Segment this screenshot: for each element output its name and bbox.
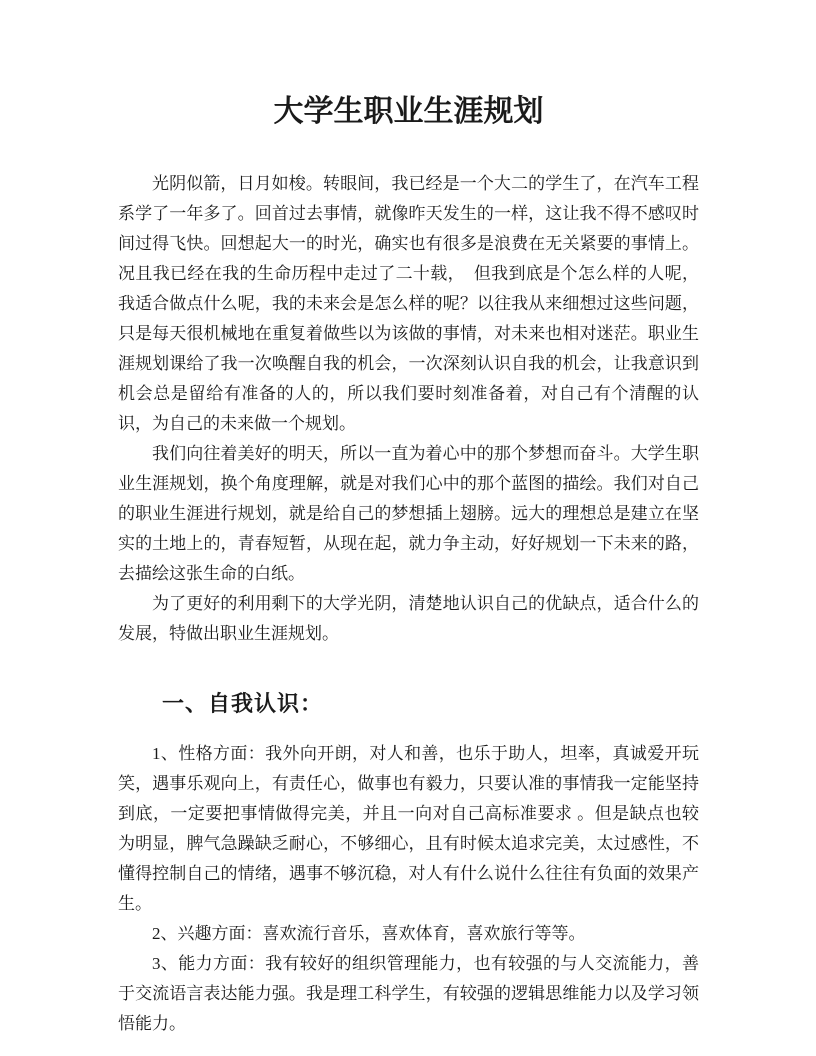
document-title: 大学生职业生涯规划 <box>273 95 544 128</box>
intro-paragraph-3: 为了更好的利用剩下的大学光阴，清楚地认识自己的优缺点，适合什么的发展，特做出职业生涯规划。 <box>118 594 699 643</box>
list-item-personality: 1、性格方面：我外向开朗，对人和善，也乐于助人，坦率，真诚爱开玩笑，遇事乐观向上，有责任心，做事也有毅力，只要认准的事情我一定能坚持到底，一定要把事情做得完美，并且一向对自己高标准要求 。但是缺点也较为明显，脾气急躁缺乏耐心，不够细心，且有时候太追求完美，太过感性，不懂得控制自己的情绪，遇事不够沉稳，对人有什么说什么往往有负面的效果产生。 <box>118 744 699 913</box>
list-item-interests: 2、兴趣方面：喜欢流行音乐，喜欢体育，喜欢旅行等等。 <box>152 924 586 943</box>
intro-paragraph-1: 光阴似箭，日月如梭。转眼间，我已经是一个大二的学生了，在汽车工程系学了一年多了。回首过去事情，就像昨天发生的一样，这让我不得不感叹时间过得飞快。回想起大一的时光，确实也有很多是浪费在无关紧要的事情上。况且我已经在我的生命历程中走过了二十载， 但我到底是个怎么样的人呢，我适合做点什么呢，我的未来会是怎么样的呢？以往我从来细想过这些问题，只是每天很机械地在重复着做些以为该做的事情，对未来也相对迷茫。职业生涯规划课给了我一次唤醒自我的机会，一次深刻认识自我的机会，让我意识到机会总是留给有准备的人的，所以我们要时刻准备着，对自己有个清醒的认识，为自己的未来做一个规划。 <box>118 174 699 433</box>
list-item-abilities: 3、能力方面：我有较好的组织管理能力，也有较强的与人交流能力，善于交流语言表达能力强。我是理工科学生，有较强的逻辑思维能力以及学习领悟能力。 <box>118 954 699 1033</box>
section-heading-self-awareness: 一、自我认识： <box>162 691 324 716</box>
intro-paragraph-2: 我们向往着美好的明天，所以一直为着心中的那个梦想而奋斗。大学生职业生涯规划，换个角度理解，就是对我们心中的那个蓝图的描绘。我们对自己的职业生涯进行规划，就是给自己的梦想插上翅膀。远大的理想总是建立在坚实的土地上的，青春短暂，从现在起，就力争主动，好好规划一下未来的路，去描绘这张生命的白纸。 <box>118 444 699 583</box>
